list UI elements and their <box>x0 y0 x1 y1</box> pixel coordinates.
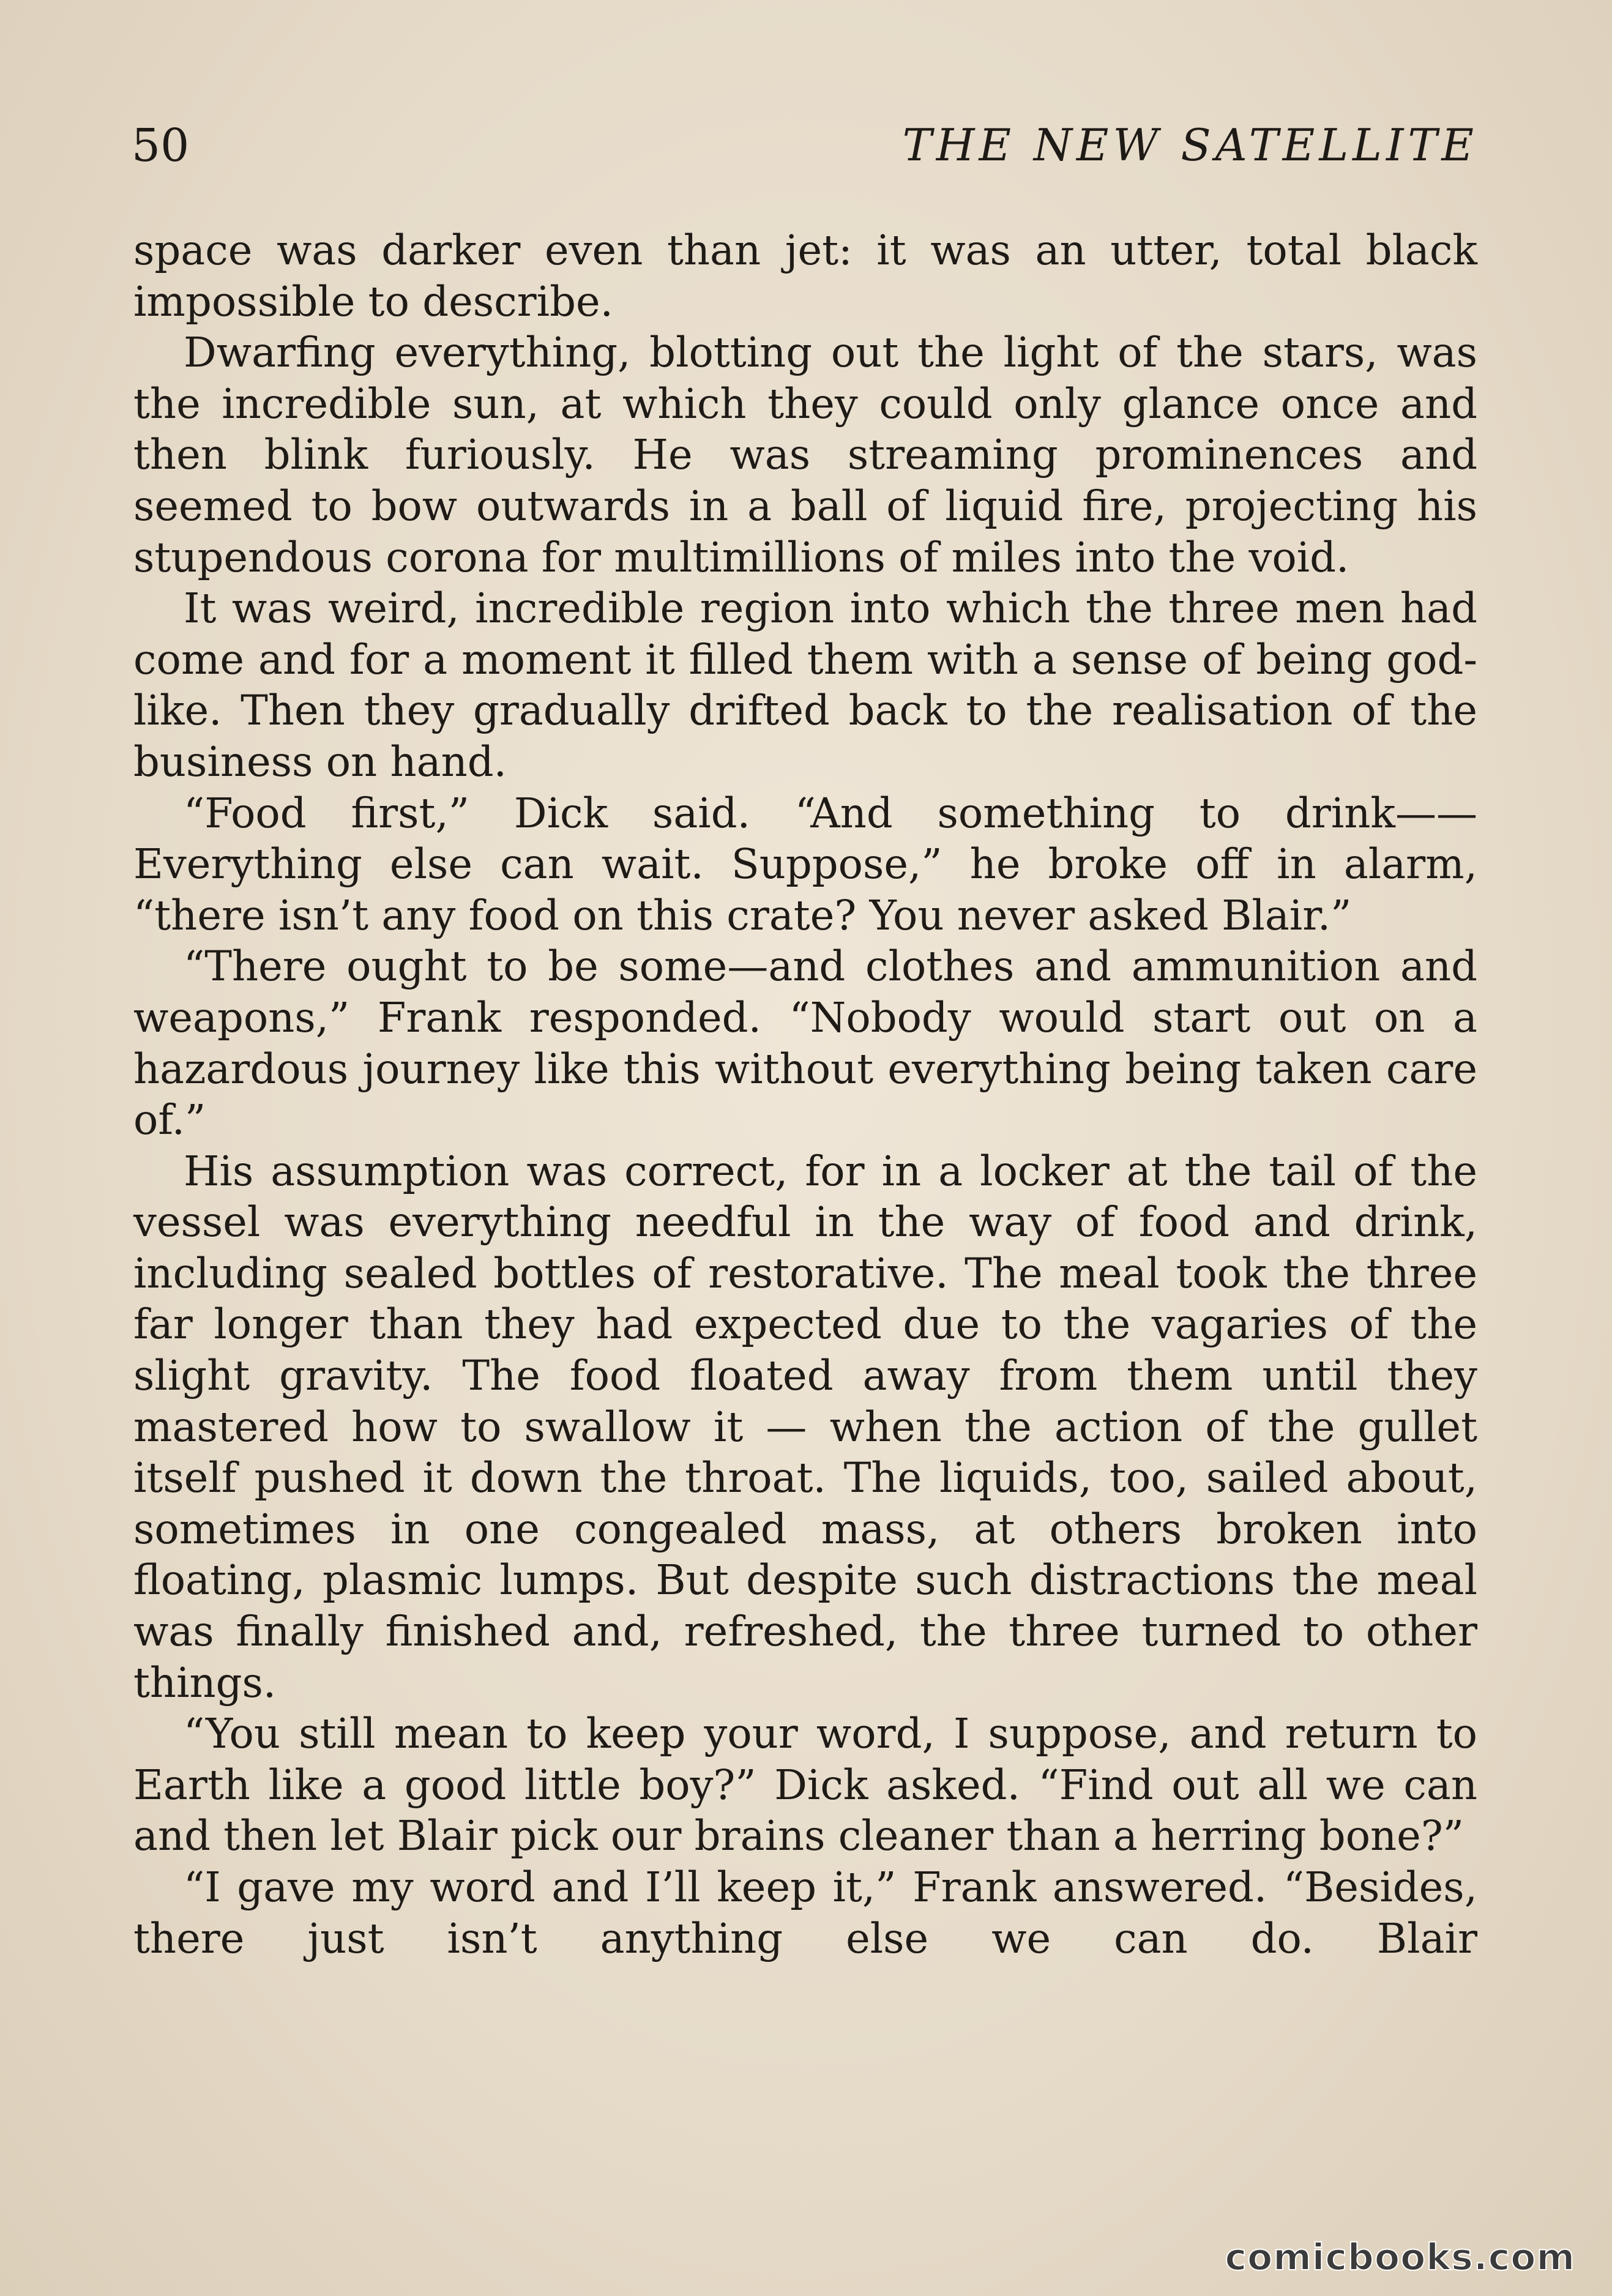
paragraph-1: space was darker even than jet: it was an utter, total black impossible to describe. <box>133 226 1477 326</box>
page-number: 50 <box>132 119 190 172</box>
watermark: comicbooks.com <box>1225 2236 1575 2279</box>
body-text <box>133 225 1477 1964</box>
paragraph-8: “I gave my word and I’ll keep it,” Frank answered. “Besides, there just isn’t anything else we can do. Blair <box>133 1863 1477 1962</box>
paragraph-5: “There ought to be some—and clothes and ammunition and weapons,” Frank responded. “Nobody would start out on a hazardous journey like this without everything being taken care of.” <box>133 942 1477 1144</box>
paragraph-6: His assumption was correct, for in a locker at the tail of the vessel was everything needful in the way of food and drink, including sealed bottles of restorative. The meal took the three far longer than they had expected due to the vagaries of the slight gravity. The food floated away from them until they mastered how to swallow it — when the action of the gullet itself pushed it down the throat. The liquids, too, sailed about, sometimes in one congealed mass, at others broken into floating, plasmic lumps. But despite such distractions the meal was finally finished and, refreshed, the three turned to other things. <box>133 1147 1477 1707</box>
paragraph-7: “You still mean to keep your word, I suppose, and return to Earth like a good little boy?” Dick asked. “Find out all we can and then let Blair pick our brains cleaner than a herring bone?” <box>133 1710 1477 1860</box>
paragraph-3: It was weird, incredible region into which the three men had come and for a moment it filled them with a sense of being god-like. Then they gradually drifted back to the realisation of the business on hand. <box>133 584 1477 786</box>
paragraph-2: Dwarfing everything, blotting out the light of the stars, was the incredible sun, at which they could only glance once and then blink furiously. He was streaming prominences and seemed to bow outwards in a ball of liquid fire, projecting his stupendous corona for multimillions of miles into the void. <box>133 329 1477 581</box>
running-head: THE NEW SATELLITE <box>902 119 1478 171</box>
page-header <box>132 119 1478 187</box>
paragraph-4: “Food first,” Dick said. “And something to drink——Everything else can wait. Suppose,” he broke off in alarm, “there isn’t any food on this crate? You never asked Blair.” <box>133 789 1477 939</box>
